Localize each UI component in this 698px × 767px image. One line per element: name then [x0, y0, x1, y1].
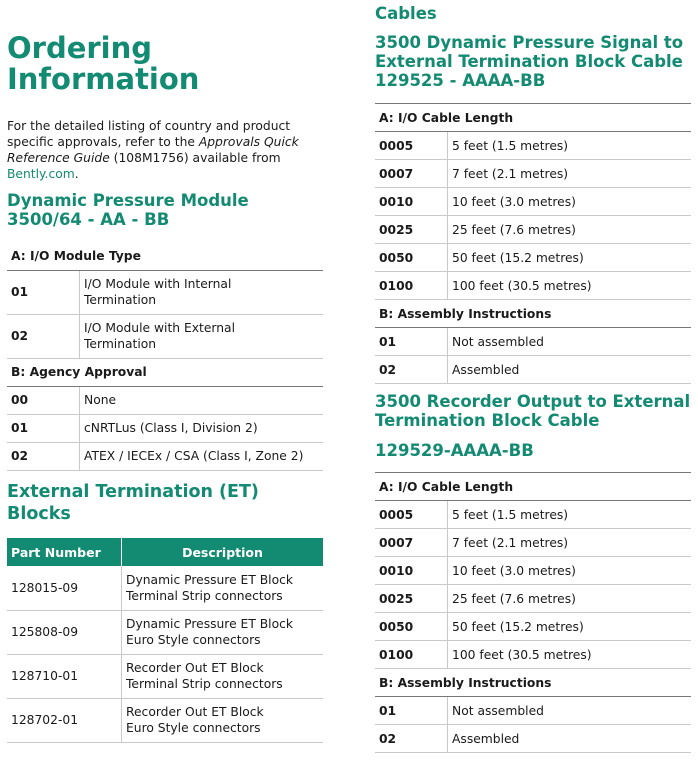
- option-code: 01: [375, 697, 448, 725]
- table-row: [375, 356, 691, 384]
- section-label: A: I/O Cable Length: [375, 473, 691, 501]
- option-description: 100 feet (30.5 metres): [448, 641, 692, 669]
- option-code: 00: [7, 386, 80, 414]
- cables-heading: Cables: [375, 4, 437, 23]
- cable1-heading: [375, 33, 683, 90]
- part-description: Recorder Out ET Block Terminal Strip connectors: [122, 654, 324, 698]
- part-number: 128702-01: [7, 698, 122, 742]
- part-number: 125808-09: [7, 610, 122, 654]
- option-code: 0007: [375, 529, 448, 557]
- option-description: I/O Module with External Termination: [80, 314, 324, 358]
- intro-guide-title: Approvals Quick Reference Guide: [7, 135, 299, 165]
- table-header-row: [7, 538, 323, 566]
- cable2-heading-line2: Termination Block Cable: [375, 411, 600, 430]
- part-number: 128015-09: [7, 566, 122, 610]
- option-code: 02: [375, 725, 448, 753]
- option-description: Assembled: [448, 725, 692, 753]
- option-code: 01: [7, 414, 80, 442]
- section-row: [375, 300, 691, 328]
- section-label: B: Assembly Instructions: [375, 300, 691, 328]
- module-heading-line1: Dynamic Pressure Module: [7, 191, 249, 210]
- et-heading-line1: External Termination (ET): [7, 482, 259, 502]
- part-number: 128710-01: [7, 654, 122, 698]
- table-row: [7, 654, 323, 698]
- option-code: 01: [375, 328, 448, 356]
- table-row: [375, 725, 691, 753]
- module-heading-line2: 3500/64 - AA - BB: [7, 210, 170, 229]
- table-row: [7, 610, 323, 654]
- table-row: [7, 442, 323, 470]
- module-options-table: [7, 242, 323, 471]
- table-row: [375, 613, 691, 641]
- intro-text-2: (108M1756) available from: [109, 151, 281, 165]
- option-description: Not assembled: [448, 697, 692, 725]
- section-row: [375, 473, 691, 501]
- section-row: [7, 242, 323, 270]
- option-code: 01: [7, 270, 80, 314]
- option-code: 0010: [375, 188, 448, 216]
- cable2-heading: [375, 392, 690, 430]
- option-description: 25 feet (7.6 metres): [448, 585, 692, 613]
- option-code: 0005: [375, 501, 448, 529]
- table-row: [375, 697, 691, 725]
- option-description: 25 feet (7.6 metres): [448, 216, 692, 244]
- page-title-line2: Information: [7, 62, 200, 96]
- page-title-line1: Ordering: [7, 31, 153, 65]
- header-description: Description: [122, 538, 324, 566]
- section-row: [375, 104, 691, 132]
- cable1-heading-line2: External Termination Block Cable: [375, 52, 683, 71]
- cable1-heading-line1: 3500 Dynamic Pressure Signal to: [375, 33, 684, 52]
- section-row: [375, 669, 691, 697]
- option-description: 100 feet (30.5 metres): [448, 272, 692, 300]
- cable2-options-table: [375, 472, 691, 753]
- option-description: Assembled: [448, 356, 692, 384]
- intro-end: .: [74, 167, 79, 181]
- table-row: [7, 414, 323, 442]
- option-description: 5 feet (1.5 metres): [448, 132, 692, 160]
- option-description: 5 feet (1.5 metres): [448, 501, 692, 529]
- section-label: A: I/O Cable Length: [375, 104, 691, 132]
- et-blocks-table: [7, 538, 323, 743]
- cable1-heading-line3: 129525 - AAAA-BB: [375, 71, 546, 90]
- table-row: [375, 244, 691, 272]
- table-row: [375, 188, 691, 216]
- option-description: 10 feet (3.0 metres): [448, 188, 692, 216]
- page-title: [7, 33, 199, 95]
- table-row: [375, 132, 691, 160]
- option-code: 02: [7, 314, 80, 358]
- table-row: [7, 698, 323, 742]
- option-code: 02: [7, 442, 80, 470]
- part-description: Dynamic Pressure ET Block Terminal Strip connectors: [122, 566, 324, 610]
- part-description: Recorder Out ET Block Euro Style connectors: [122, 698, 324, 742]
- table-row: [375, 557, 691, 585]
- option-description: 7 feet (2.1 metres): [448, 160, 692, 188]
- et-heading: [7, 481, 259, 525]
- module-heading: [7, 191, 249, 229]
- option-description: Not assembled: [448, 328, 692, 356]
- option-code: 0100: [375, 272, 448, 300]
- option-description: cNRTLus (Class I, Division 2): [80, 414, 324, 442]
- bently-link[interactable]: Bently.com: [7, 167, 75, 181]
- table-row: [375, 272, 691, 300]
- option-code: 0007: [375, 160, 448, 188]
- intro-paragraph: [7, 118, 323, 182]
- table-row: [375, 501, 691, 529]
- table-row: [7, 270, 323, 314]
- option-code: 0010: [375, 557, 448, 585]
- option-code: 0025: [375, 585, 448, 613]
- part-description: Dynamic Pressure ET Block Euro Style connectors: [122, 610, 324, 654]
- option-code: 0005: [375, 132, 448, 160]
- table-row: [375, 529, 691, 557]
- option-description: I/O Module with Internal Termination: [80, 270, 324, 314]
- table-row: [375, 641, 691, 669]
- option-code: 02: [375, 356, 448, 384]
- table-row: [375, 328, 691, 356]
- header-part-number: Part Number: [7, 538, 122, 566]
- table-row: [7, 314, 323, 358]
- section-row: [7, 358, 323, 386]
- table-row: [375, 216, 691, 244]
- option-code: 0050: [375, 613, 448, 641]
- table-row: [7, 386, 323, 414]
- option-description: ATEX / IECEx / CSA (Class I, Zone 2): [80, 442, 324, 470]
- intro-text: For the detailed listing of country and product specific approvals, refer to the: [7, 119, 291, 149]
- option-code: 0100: [375, 641, 448, 669]
- cable1-options-table: [375, 103, 691, 384]
- cable2-heading-line1: 3500 Recorder Output to External: [375, 392, 691, 411]
- option-description: 10 feet (3.0 metres): [448, 557, 692, 585]
- table-row: [7, 566, 323, 610]
- option-code: 0050: [375, 244, 448, 272]
- section-label: B: Assembly Instructions: [375, 669, 691, 697]
- option-description: None: [80, 386, 324, 414]
- section-label: A: I/O Module Type: [7, 242, 323, 270]
- table-row: [375, 585, 691, 613]
- option-description: 50 feet (15.2 metres): [448, 613, 692, 641]
- et-heading-line2: Blocks: [7, 504, 71, 524]
- option-description: 7 feet (2.1 metres): [448, 529, 692, 557]
- section-label: B: Agency Approval: [7, 358, 323, 386]
- cable2-part-number: 129529-AAAA-BB: [375, 441, 534, 460]
- option-description: 50 feet (15.2 metres): [448, 244, 692, 272]
- table-row: [375, 160, 691, 188]
- option-code: 0025: [375, 216, 448, 244]
